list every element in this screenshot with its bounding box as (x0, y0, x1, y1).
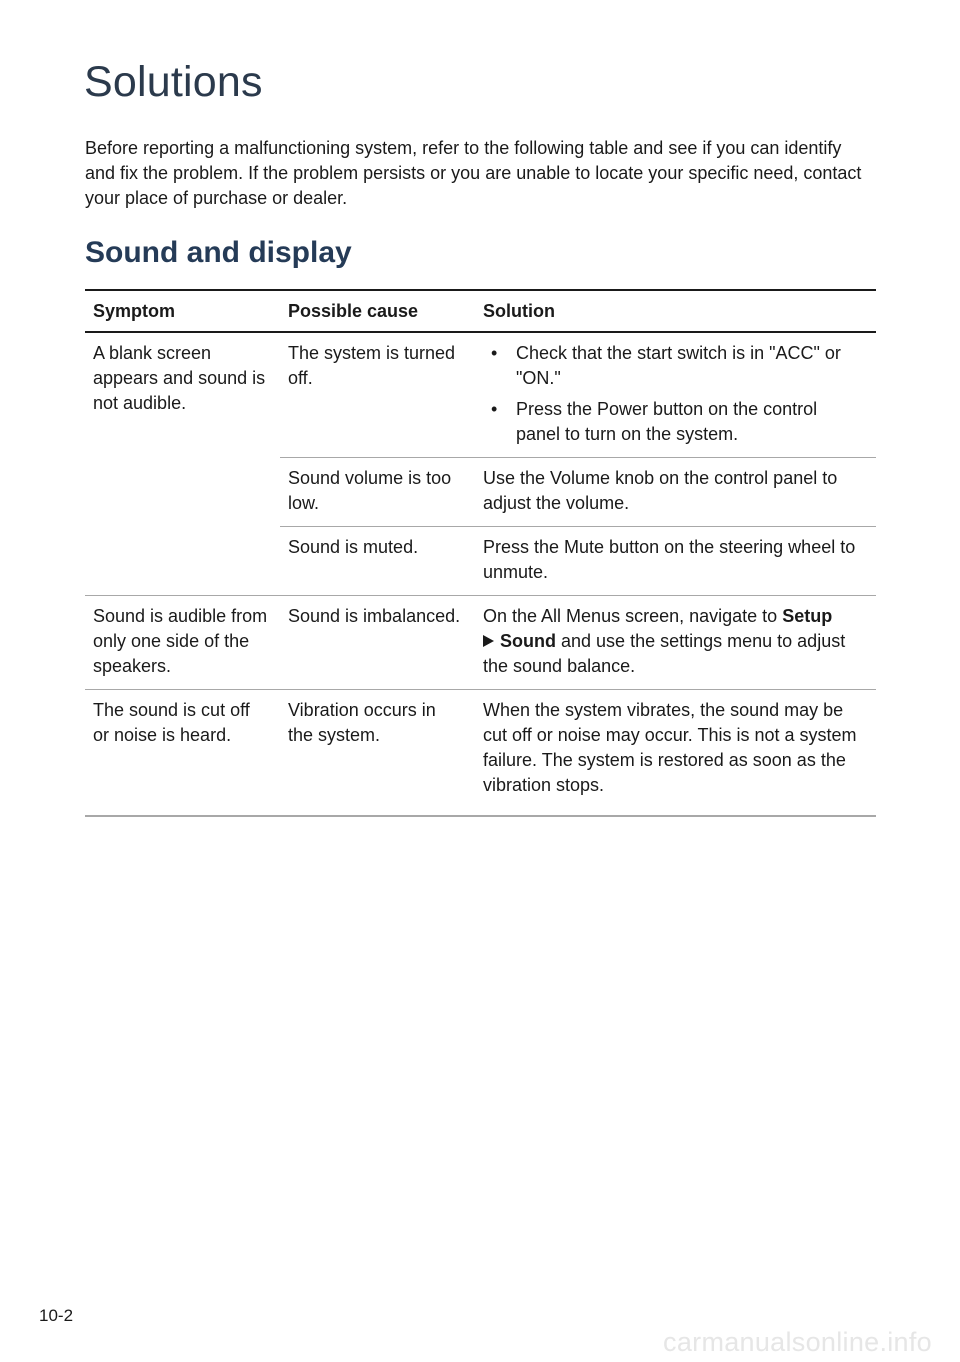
header-possible-cause: Possible cause (280, 290, 475, 332)
bullet-text: Check that the start switch is in "ACC" or "ON." (516, 343, 841, 388)
header-solution: Solution (475, 290, 876, 332)
menu-path-setup: Setup (782, 606, 833, 626)
solution-cell (475, 596, 876, 690)
cause-cell: Vibration occurs in the system. (280, 690, 475, 817)
solution-cell: Use the Volume knob on the control panel to adjust the volume. (475, 458, 876, 527)
table-header-row (85, 290, 876, 332)
solution-cell (475, 332, 876, 458)
cause-cell: The system is turned off. (280, 332, 475, 458)
cause-cell: Sound volume is too low. (280, 458, 475, 527)
cause-cell: Sound is muted. (280, 527, 475, 596)
triangle-right-icon (483, 635, 494, 647)
header-symptom: Symptom (85, 290, 280, 332)
watermark: carmanualsonline.info (663, 1327, 932, 1357)
bullet-dot-icon: • (491, 399, 498, 419)
solution-prefix: On the All Menus screen, navigate to (483, 606, 778, 626)
cause-cell: Sound is imbalanced. (280, 596, 475, 690)
menu-path-sound: Sound (500, 631, 556, 651)
list-item (483, 341, 866, 391)
table-row (85, 690, 876, 817)
symptom-cell: Sound is audible from only one side of the speakers. (85, 596, 280, 690)
symptom-cell: A blank screen appears and sound is not audible. (85, 332, 280, 596)
solution-suffix: and use the settings menu to adjust the sound balance. (483, 631, 846, 676)
troubleshooting-table (85, 289, 876, 817)
list-item (483, 397, 866, 447)
table-header (85, 290, 876, 332)
section-title: Sound and display (85, 236, 352, 269)
intro-paragraph: Before reporting a malfunctioning system, refer to the following table and see if you can identify and fix the problem. If the problem persists or you are unable to locate your specific need, contact your place of purchase or dealer. (85, 138, 862, 208)
bullet-text: Press the Power button on the control panel to turn on the system. (516, 399, 818, 444)
bullet-dot-icon: • (491, 343, 498, 363)
page-number: 10-2 (39, 1306, 74, 1325)
solution-cell: When the system vibrates, the sound may be cut off or noise may occur. This is not a system failure. The system is restored as soon as the vibration stops. (475, 690, 876, 817)
symptom-cell: The sound is cut off or noise is heard. (85, 690, 280, 817)
solution-cell: Press the Mute button on the steering wheel to unmute. (475, 527, 876, 596)
table-row (85, 596, 876, 690)
solution-bullet-list (483, 341, 866, 447)
table-row (85, 332, 876, 458)
page-title: Solutions (84, 58, 263, 106)
